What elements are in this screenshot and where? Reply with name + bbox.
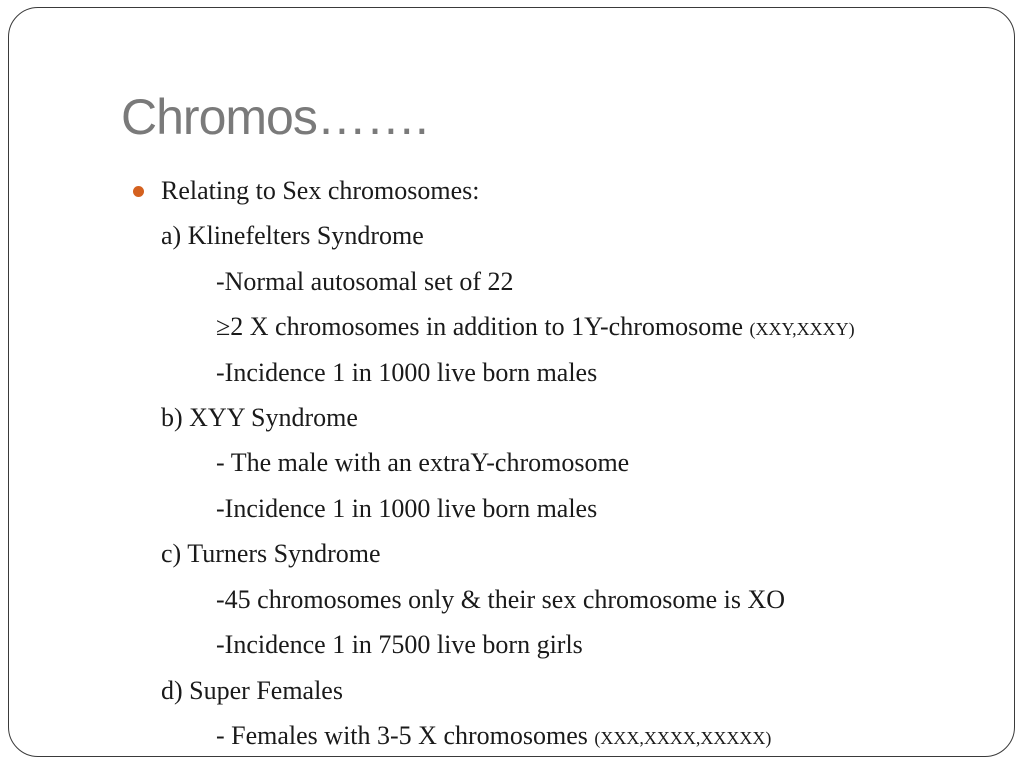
karyotype-note: (XXY,XXXY) xyxy=(749,319,855,339)
list-item: - Females with 3-5 X chromosomes (XXX,XXXX,XXXXX) xyxy=(216,721,772,750)
bullet-heading: Relating to Sex chromosomes: xyxy=(161,176,480,205)
section-heading-super-females: d) Super Females xyxy=(161,676,343,705)
slide-title: Chromos……. xyxy=(121,89,428,145)
list-item: -Incidence 1 in 7500 live born girls xyxy=(216,630,583,659)
bullet-dot-icon xyxy=(133,186,144,197)
list-item: -Incidence 1 in 1000 live born males xyxy=(216,358,598,387)
list-item: ≥2 X chromosomes in addition to 1Y-chromosome (XXY,XXXY) xyxy=(216,312,855,341)
section-heading-turners: c) Turners Syndrome xyxy=(161,539,381,568)
section-heading-klinefelters: a) Klinefelters Syndrome xyxy=(161,221,424,250)
list-item: -45 chromosomes only & their sex chromosome is XO xyxy=(216,585,786,614)
section-heading-xyy: b) XYY Syndrome xyxy=(161,403,358,432)
slide-frame xyxy=(8,7,1015,757)
list-item: -Normal autosomal set of 22 xyxy=(216,267,514,296)
karyotype-note: (XXX,XXXX,XXXXX) xyxy=(594,728,772,748)
list-item: -Incidence 1 in 1000 live born males xyxy=(216,494,598,523)
list-item: - The male with an extraY-chromosome xyxy=(216,448,630,477)
